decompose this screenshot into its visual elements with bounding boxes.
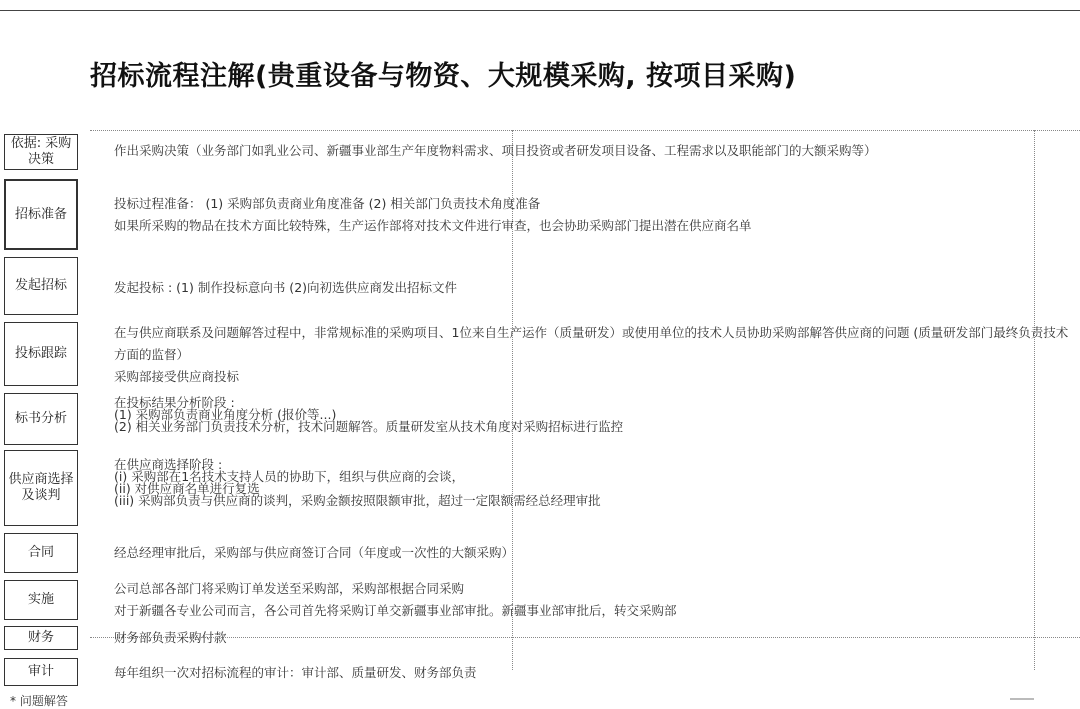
step-description-bid-analysis: [114, 397, 623, 433]
grid-line: [1034, 130, 1035, 670]
description-line: (iii) 采购部负责与供应商的谈判，采购金额按照限额审批，超过一定限额需经总经理审批: [114, 493, 601, 508]
description-line: 在与供应商联系及问题解答过程中，非常规标准的采购项目、1位来自生产运作（质量研发）或使用单位的技术人员协助采购部解答供应商的问题 (质量研发部门最终负责技术方面的监督）: [114, 325, 1069, 362]
step-description-supplier-selection: [114, 459, 601, 507]
step-box-finance: 财务: [4, 626, 78, 650]
step-description-contract: [114, 542, 514, 564]
step-description-decision: [114, 140, 877, 162]
step-box-audit: 审计: [4, 658, 78, 686]
description-line: (2) 相关业务部门负责技术分析，技术问题解答。质量研发室从技术角度对采购招标进行监控: [114, 419, 624, 434]
step-description-finance: [114, 627, 227, 649]
grid-line: [90, 130, 1080, 131]
description-line: 作出采购决策（业务部门如乳业公司、新疆事业部生产年度物料需求、项目投资或者研发项目设备、工程需求以及职能部门的大额采购等）: [114, 143, 877, 158]
description-line: (1) 采购部负责商业角度分析 (报价等...): [114, 407, 337, 422]
step-description-implementation: [114, 578, 677, 622]
description-line: 在供应商选择阶段 :: [114, 457, 223, 472]
description-line: 公司总部各部门将采购订单发送至采购部，采购部根据合同采购: [114, 581, 465, 596]
grid-line: [90, 637, 1080, 638]
description-line: 对于新疆各专业公司而言，各公司首先将采购订单交新疆事业部审批。新疆事业部审批后，转交采购部: [114, 603, 677, 618]
description-line: (ii) 对供应商名单进行复选: [114, 481, 260, 496]
description-line: 投标过程准备： (1) 采购部负责商业角度准备 (2) 相关部门负责技术角度准备: [114, 196, 541, 211]
step-box-contract: 合同: [4, 533, 78, 573]
step-box-bid-tracking: 投标跟踪: [4, 322, 78, 386]
step-description-launch-tender: [114, 277, 457, 299]
description-line: 如果所采购的物品在技术方面比较特殊，生产运作部将对技术文件进行审查，也会协助采购部门提出潜在供应商名单: [114, 218, 752, 233]
description-line: 财务部负责采购付款: [114, 630, 227, 645]
description-line: 经总经理审批后，采购部与供应商签订合同（年度或一次性的大额采购）: [114, 545, 515, 560]
description-line: 在投标结果分析阶段 :: [114, 395, 235, 410]
corner-mark: [1010, 698, 1034, 700]
step-box-preparation: 招标准备: [4, 179, 78, 250]
step-box-launch-tender: 发起招标: [4, 257, 78, 315]
description-line: 采购部接受供应商投标: [114, 369, 240, 384]
footnote: * 问题解答: [10, 694, 68, 708]
step-box-bid-analysis: 标书分析: [4, 393, 78, 445]
description-line: 发起投标 : (1) 制作投标意向书 (2)向初选供应商发出招标文件: [114, 280, 458, 295]
step-box-supplier-selection: 供应商选择及谈判: [4, 450, 78, 526]
step-description-bid-tracking: [114, 322, 1076, 388]
description-line: 每年组织一次对招标流程的审计：审计部、质量研发、财务部负责: [114, 665, 477, 680]
page-title: 招标流程注解(贵重设备与物资、大规模采购, 按项目采购): [90, 61, 797, 92]
step-description-audit: [114, 662, 477, 684]
step-box-decision: 依据: 采购决策: [4, 134, 78, 170]
step-description-preparation: [114, 193, 752, 237]
top-rule: [0, 10, 1080, 11]
step-box-implementation: 实施: [4, 580, 78, 620]
description-line: (i) 采购部在1名技术支持人员的协助下，组织与供应商的会谈，: [114, 469, 465, 484]
